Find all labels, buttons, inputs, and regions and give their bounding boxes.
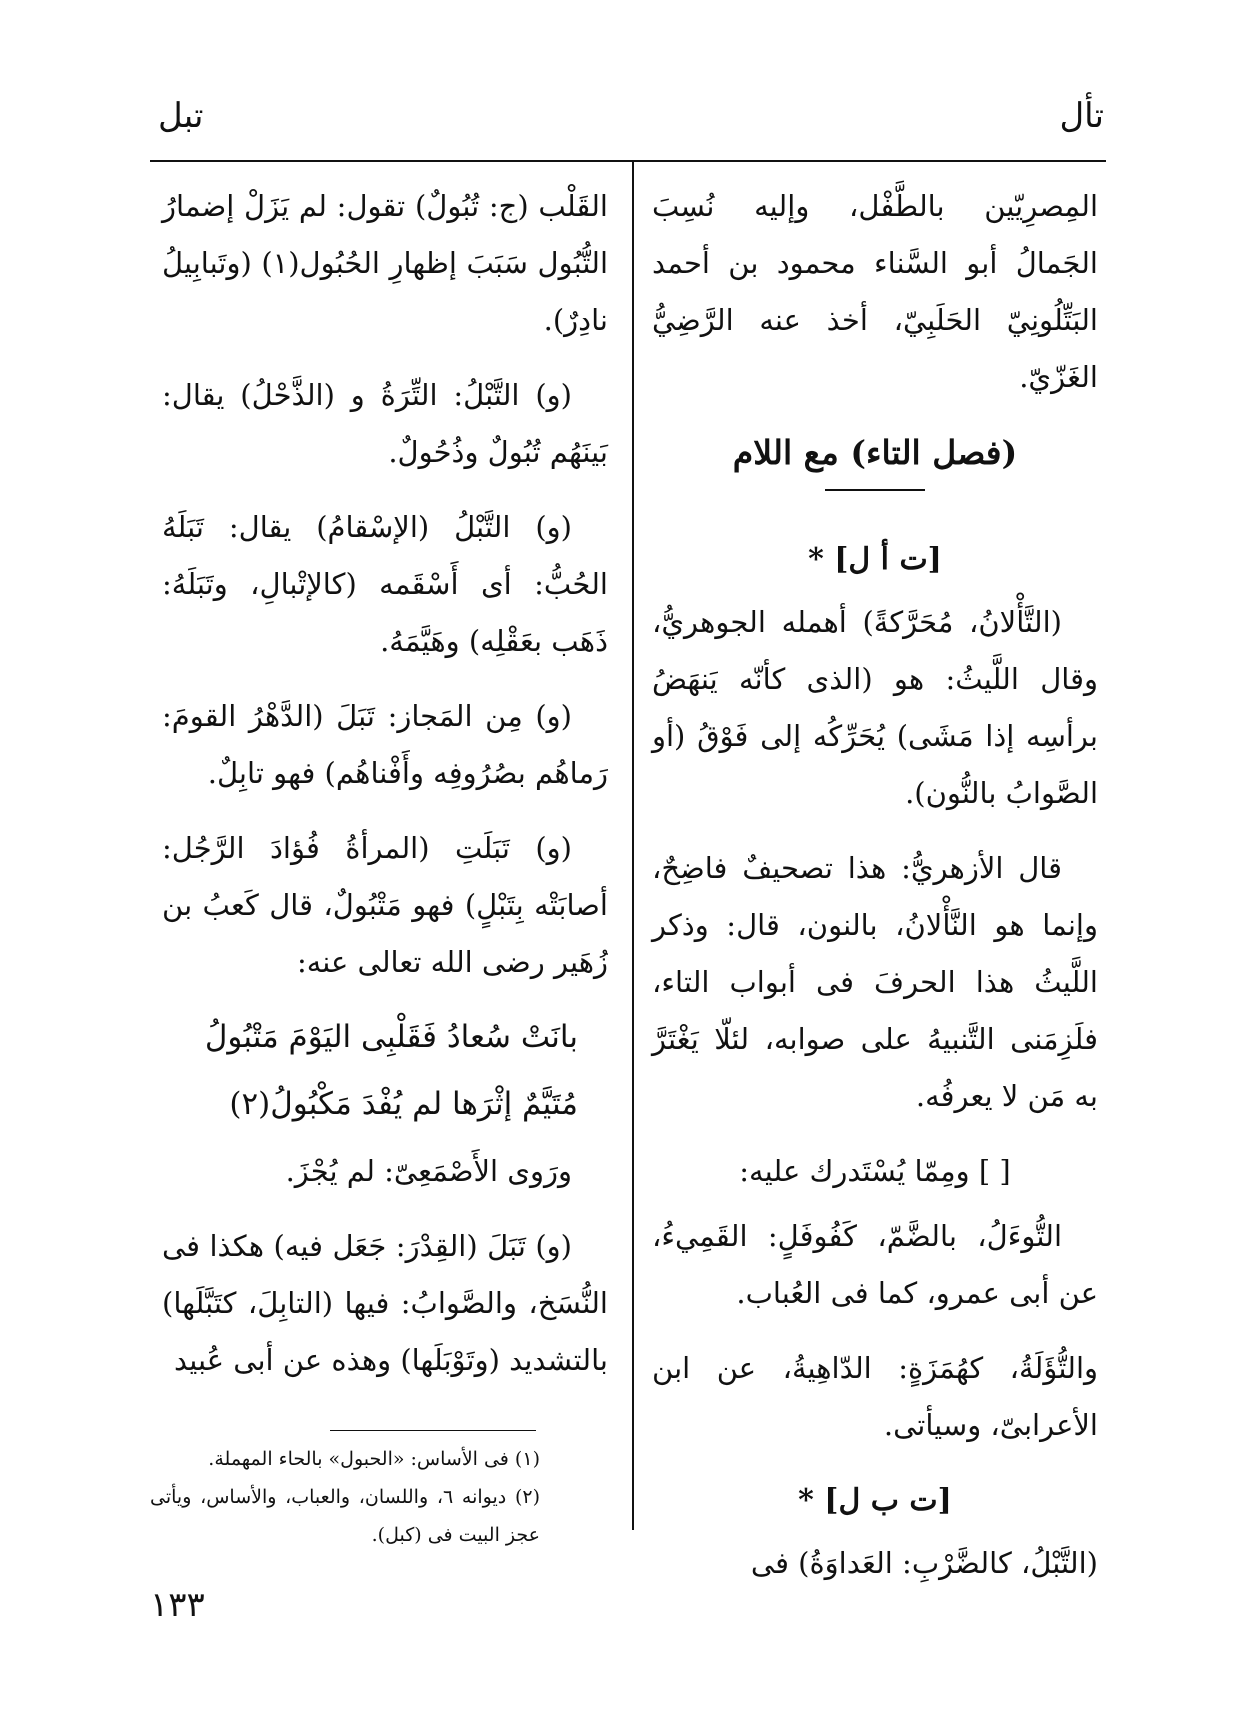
paragraph: (و) التَّبْلُ (الإسْقامُ) يقال: تَبَلَهُ الحُبُّ: أى أَسْقَمه (كالإتْبالِ، وتَبَلَهُ: ذَهَب بعَقْلِه) وهَيَّمَهُ.	[162, 510, 608, 658]
right-column	[652, 178, 1098, 1610]
paragraph: والتُّؤَلَةُ، كهُمَزَةٍ: الدّاهِيةُ، عن ابن الأعرابىّ، وسيأتى.	[652, 1351, 1098, 1442]
paragraph: ورَوى الأَصْمَعِىّ: لم يُجْزَ.	[285, 1154, 572, 1188]
section-title-rule	[825, 489, 925, 491]
paragraph: (و) تَبَلَ (القِدْرَ: جَعَل فيه) هكذا فى النُّسَخ، والصَّوابُ: فيها (التابِلَ، كتَبَّلَها) بالتشديد (وتَوْبَلَها) وهذه عن أبى عُبيد	[162, 1229, 608, 1377]
root-heading: [ت ب ل] *	[798, 1483, 952, 1518]
paragraph: (و) تَبَلَتِ (المرأةُ فُؤادَ الرَّجُل: أصابَتْه بِتَبْلٍ) فهو مَتْبُولٌ، قال كَعبُ بن زُهَير رضى الله تعالى عنه:	[162, 831, 608, 979]
paragraph: قال الأزهريُّ: هذا تصحيفٌ فاضِحٌ، وإنما هو النَّأْلانُ، بالنون، قال: وذكر اللَّيثُ هذا الحرفَ فى أبواب التاء، فلَزِمَنى التَّنبيهُ على صوابه، لئلّا يَغْتَرَّ به مَن لا يعرفُه.	[652, 851, 1098, 1113]
paragraph: (و) التَّبْلُ: التِّرَةُ و (الذَّحْلُ) يقال: بَينَهُم تُبُولٌ وذُحُولٌ.	[162, 378, 608, 469]
paragraph: المِصرِيّين بالطَّفْل، وإليه نُسِبَ الجَمالُ أبو السَّناء محمود بن أحمد البَتِّلُونِيّ الحَلَبِيّ، أخذ عنه الرَّضِيُّ الغَزّيّ.	[652, 189, 1098, 394]
running-head-left: تبل	[158, 96, 204, 136]
supplement-heading: [ ] ومِمّا يُسْتَدرك عليه:	[739, 1154, 1011, 1188]
paragraph: (و) مِن المَجاز: تَبَلَ (الدَّهْرُ القومَ: رَماهُم بصُرُوفِه وأَفْناهُم) فهو تابِلٌ.	[162, 699, 608, 790]
running-head-right: تأل	[1059, 96, 1104, 136]
root-heading: [ت أ ل] *	[808, 542, 942, 577]
paragraph: القَلْب (ج: تُبُولٌ) تقول: لم يَزَلْ إضمارُ التُّبُول سَبَبَ إظهارِ الحُبُول(١) (وتَبابِيلُ نادِرٌ).	[162, 189, 609, 337]
paragraph: (التَّأْلانُ، مُحَرَّكةً) أهمله الجوهريُّ، وقال اللَّيثُ: هو (الذى كأنّه يَنهَضُ برأسِه إذا مَشَى) يُحَرِّكُه إلى فَوْقُ (أو الصَّوابُ بالنُّون).	[652, 605, 1098, 810]
page-number: ١٣٣	[150, 1585, 205, 1625]
left-column	[162, 178, 608, 1407]
verse-line: بانَتْ سُعادُ فَقَلْبِى اليَوْمَ مَتْبُولُ	[204, 1019, 578, 1055]
footnote-rule	[330, 1430, 536, 1431]
header-rule	[150, 160, 1106, 162]
section-title: (فصل التاء) مع اللام	[732, 433, 1018, 472]
paragraph: (التَّبْلُ، كالضَّرْبِ: العَداوَةُ) فى	[750, 1546, 1098, 1580]
footnote: (٢) ديوانه ٦، واللسان، والعباب، والأساس، ويأتى عجز البيت فى (كبل).	[150, 1486, 540, 1546]
verse-line: مُتَيَّمٌ إثْرَها لم يُفْدَ مَكْبُولُ(٢)	[229, 1086, 578, 1122]
paragraph: التُّوءَلُ، بالضَّمّ، كَفُوفَلٍ: القَمِيءُ، عن أبى عمرو، كما فى العُباب.	[652, 1219, 1098, 1310]
footnote: (١) فى الأساس: «الحبول» بالحاء المهملة.	[208, 1448, 540, 1470]
column-divider	[632, 160, 634, 1530]
footnotes	[150, 1440, 540, 1554]
